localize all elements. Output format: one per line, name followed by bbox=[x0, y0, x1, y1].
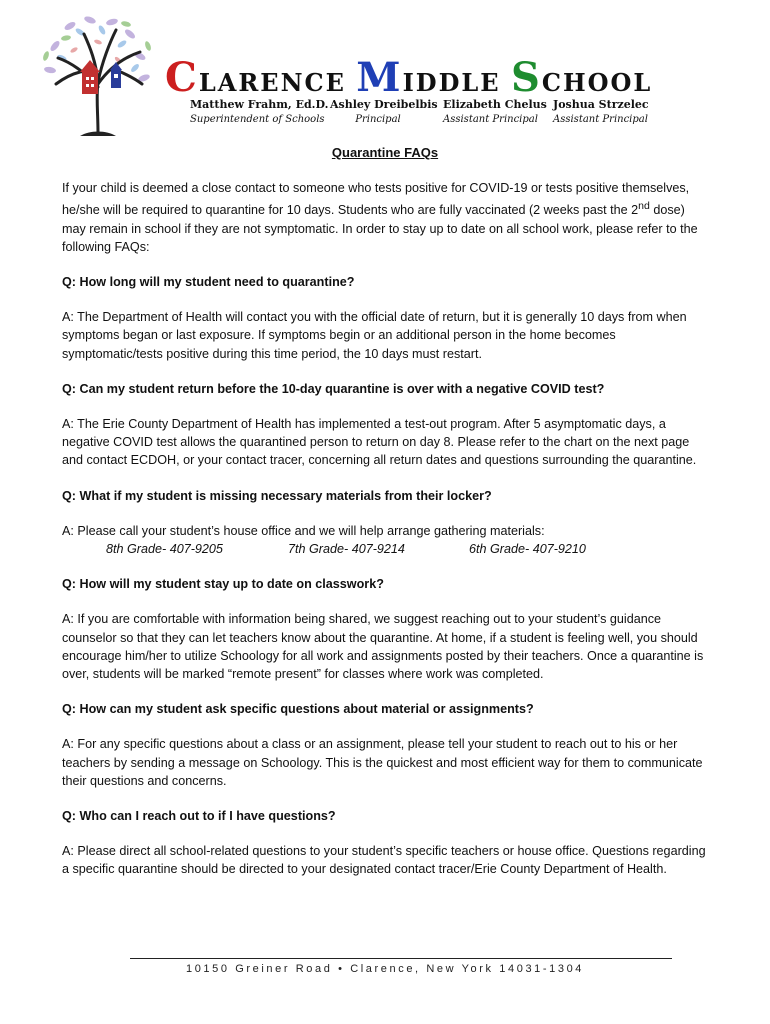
faq-answer-6: A: Please direct all school-related questions to your student’s specific teachers or house office. Questions regarding a specific quarantine should be directed to your designated contact tracer/Erie County Department of Health. bbox=[62, 844, 706, 877]
school-name-initial-s: S bbox=[510, 54, 542, 101]
faq-answer-3: A: Please call your student’s house office and we will help arrange gathering materials: bbox=[62, 523, 545, 538]
school-name-initial-c: C bbox=[165, 54, 199, 101]
faq-question-3: Q: What if my student is missing necessary materials from their locker? bbox=[62, 488, 492, 503]
intro-paragraph bbox=[62, 179, 712, 256]
grade-phone-7th: 7th Grade- 407-9214 bbox=[288, 542, 405, 557]
faq-question-1: Q: How long will my student need to quarantine? bbox=[62, 275, 355, 289]
faq-question-2: Q: Can my student return before the 10-day quarantine is over with a negative COVID test? bbox=[62, 381, 605, 396]
staff-role: Assistant Principal bbox=[553, 114, 648, 125]
intro-text-2: dose) may remain in school if they are not symptomatic. In order to stay up to date on all school work, please refer to the following FAQs: bbox=[62, 203, 698, 254]
staff-name: Joshua Strzelec bbox=[553, 98, 649, 111]
grade-phone-8th: 8th Grade- 407-9205 bbox=[106, 542, 223, 557]
footer-address: 10150 Greiner Road • Clarence, New York 14031-1304 bbox=[185, 963, 585, 975]
staff-name: Elizabeth Chelus bbox=[443, 98, 547, 111]
faq-content bbox=[62, 179, 712, 896]
faq-question-5: Q: How can my student ask specific questions about material or assignments? bbox=[62, 702, 534, 717]
staff-superintendent bbox=[190, 98, 328, 125]
staff-role: Principal bbox=[355, 114, 401, 125]
school-name-initial-m: M bbox=[356, 54, 403, 101]
intro-text-1: If your child is deemed a close contact to someone who tests positive for COVID-19 or tests positive themselves, he/she will be required to quarantine for 10 days. Students who are fully vaccinated (2 weeks past the 2 bbox=[62, 181, 690, 218]
staff-role: Assistant Principal bbox=[443, 114, 538, 125]
school-logo bbox=[40, 12, 160, 142]
faq-question-6: Q: Who can I reach out to if I have questions? bbox=[62, 809, 336, 824]
footer-divider bbox=[130, 958, 672, 959]
staff-principal bbox=[330, 98, 438, 125]
faq-answer-4: A: If you are comfortable with information being shared, we suggest reaching out to your student’s guidance counselor so that they can let teachers know about the quarantine. At home, if a student is feeling well, you should encourage him/her to utilize Schoology for all work and assignments posted by their teachers. Once a quarantine is over, students will be marked “remote present” for classes where work was completed. bbox=[62, 612, 704, 682]
faq-answer-3-block bbox=[62, 522, 712, 558]
faq-answer-1: A: The Department of Health will contact you with the official date of return, but it is generally 10 days from when symptoms began or last exposure. If symptoms begin or an additional person in the home becomes symptomatic/tests positive during this time period, the 10 days must restart. bbox=[62, 310, 687, 361]
staff-role: Superintendent of Schools bbox=[190, 114, 325, 125]
grade-phone-list bbox=[62, 540, 712, 558]
staff-name: Ashley Dreibelbis bbox=[330, 98, 438, 111]
school-name-word-3: CHOOL bbox=[541, 68, 653, 97]
page-title: Quarantine FAQs bbox=[331, 145, 439, 160]
school-name-word-1: LARENCE bbox=[198, 68, 346, 97]
staff-assistant-principal-2 bbox=[553, 98, 649, 125]
staff-name: Matthew Frahm, Ed.D. bbox=[190, 98, 329, 111]
faq-answer-5: A: For any specific questions about a class or an assignment, please tell your student to reach out to his or her teachers by sending a message on Schoology. This is the quickest and most efficient way for them to communicate their questions and concerns. bbox=[62, 737, 703, 788]
faq-answer-2: A: The Erie County Department of Health has implemented a test-out program. After 5 asymptomatic days, a negative COVID test allows the quarantined person to return on day 8. Please refer to the chart on the next page and contact ECDOH, or your contact tracer, concerning all return dates and questions surrounding the quarantine. bbox=[62, 417, 697, 468]
faq-question-4: Q: How will my student stay up to date on classwork? bbox=[62, 577, 384, 592]
intro-superscript: nd bbox=[638, 200, 650, 213]
staff-assistant-principal-1 bbox=[443, 98, 547, 125]
grade-phone-6th: 6th Grade- 407-9210 bbox=[469, 542, 586, 557]
school-name-word-2: IDDLE bbox=[402, 68, 501, 97]
school-name bbox=[165, 54, 652, 101]
